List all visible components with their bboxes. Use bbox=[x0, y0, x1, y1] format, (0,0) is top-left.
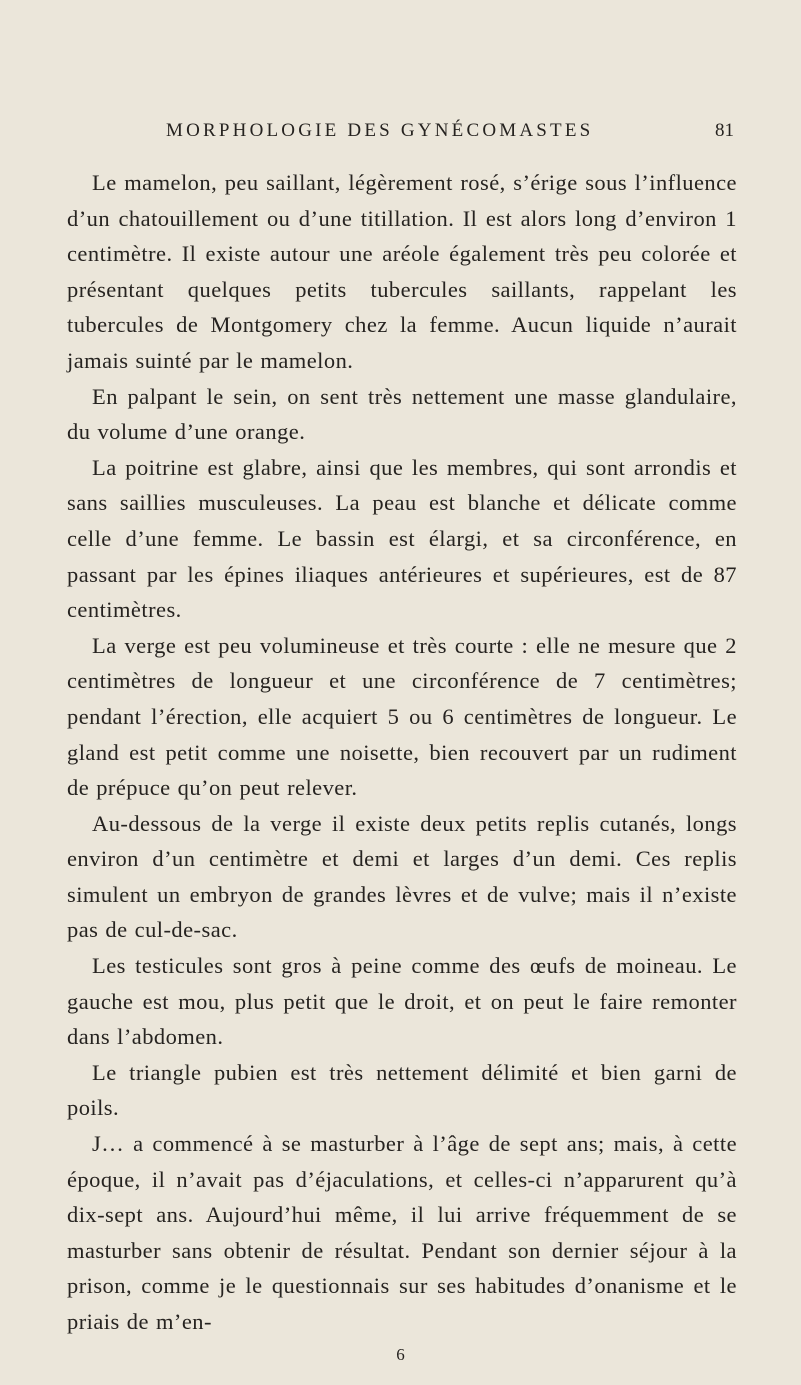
body-text bbox=[67, 165, 737, 1340]
paragraph-breast-palpation: En palpant le sein, on sent très nettement une masse glandulaire, du volume d’une orange. bbox=[67, 383, 737, 445]
signature-mark: 6 bbox=[396, 1345, 405, 1364]
paragraph-testicles: Les testicules sont gros à peine comme des œufs de moineau. Le gauche est mou, plus petit que le droit, et on peut le faire remonter dans l’abdomen. bbox=[67, 953, 737, 1050]
paragraph-pubic-triangle: Le triangle pubien est très nettement délimité et bien garni de poils. bbox=[67, 1059, 737, 1121]
paragraph-chest-pelvis: La poitrine est glabre, ainsi que les membres, qui sont arrondis et sans saillies musculeuses. La peau est blanche et délicate comme celle d’une femme. Le bassin est élargi, et sa circonférence, en passant par les épines iliaques antérieures et supérieures, est de 87 centimètres. bbox=[67, 454, 737, 623]
running-head bbox=[166, 120, 734, 144]
running-title: MORPHOLOGIE DES GYNÉCOMASTES bbox=[166, 120, 594, 141]
paragraph-penis: La verge est peu volumineuse et très courte : elle ne mesure que 2 centimètres de longueur et une circonférence de 7 centimètres; pendant l’érection, elle acquiert 5 ou 6 centimètres de longueur. Le gland est petit comme une noisette, bien recouvert par un rudiment de prépuce qu’on peut relever. bbox=[67, 632, 737, 801]
paragraph-cutaneous-folds: Au-dessous de la verge il existe deux petits replis cutanés, longs environ d’un centimètre et demi et larges d’un demi. Ces replis simulent un embryon de grandes lèvres et de vulve; mais il n’existe pas de cul-de-sac. bbox=[67, 810, 737, 943]
paragraph-nipple: Le mamelon, peu saillant, légèrement rosé, s’érige sous l’influence d’un chatouillement ou d’une titillation. Il est alors long d’environ 1 centimètre. Il existe autour une aréole également très peu colorée et présentant quelques petits tubercules saillants, rappelant les tubercules de Montgomery chez la femme. Aucun liquide n’aurait jamais suinté par le mamelon. bbox=[67, 170, 737, 373]
page-number: 81 bbox=[715, 120, 734, 141]
paragraph-history: J… a commencé à se masturber à l’âge de sept ans; mais, à cette époque, il n’avait pas d’éjaculations, et celles-ci n’apparurent qu’à dix-sept ans. Aujourd’hui même, il lui arrive fréquemment de se masturber sans obtenir de résultat. Pendant son dernier séjour à la prison, comme je le questionnais sur ses habitudes d’onanisme et le priais de m’en- bbox=[67, 1131, 737, 1334]
